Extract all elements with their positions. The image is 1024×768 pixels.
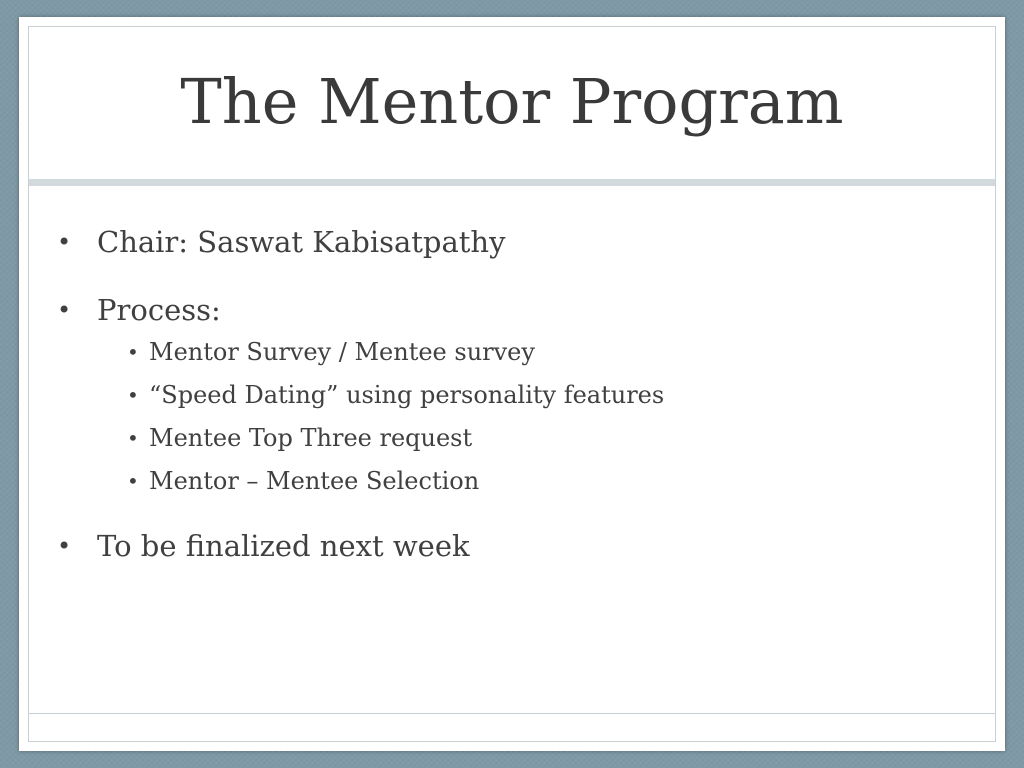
bullet-text: To be finalized next week (97, 529, 470, 563)
bullet-text: Process: (97, 293, 221, 327)
sub-bullet-icon: • (127, 340, 139, 364)
sub-bullet-item (97, 379, 965, 412)
sub-bullet-text: Mentor – Mentee Selection (149, 467, 480, 495)
sub-bullet-icon: • (127, 469, 139, 493)
title-divider (29, 179, 995, 186)
sub-bullet-text: Mentee Top Three request (149, 424, 473, 452)
sub-bullet-list (97, 336, 965, 498)
bullet-text: Chair: Saswat Kabisatpathy (97, 225, 506, 259)
sub-bullet-icon: • (127, 383, 139, 407)
bullet-list (55, 222, 965, 566)
sub-bullet-icon: • (127, 426, 139, 450)
bullet-item-process (55, 290, 965, 498)
sub-bullet-item (97, 336, 965, 369)
sub-bullet-text: Mentor Survey / Mentee survey (149, 338, 535, 366)
bullet-icon: • (57, 296, 72, 324)
bullet-icon: • (57, 228, 72, 256)
slide (19, 17, 1005, 751)
sub-bullet-text: “Speed Dating” using personality features (149, 381, 665, 409)
title-area (29, 27, 995, 179)
bullet-icon: • (57, 532, 72, 560)
slide-content (55, 222, 965, 594)
slide-title: The Mentor Program (180, 65, 844, 138)
bullet-item-finalize (55, 526, 965, 566)
bullet-item-chair (55, 222, 965, 262)
footer-divider (29, 713, 995, 714)
sub-bullet-item (97, 465, 965, 498)
sub-bullet-item (97, 422, 965, 455)
